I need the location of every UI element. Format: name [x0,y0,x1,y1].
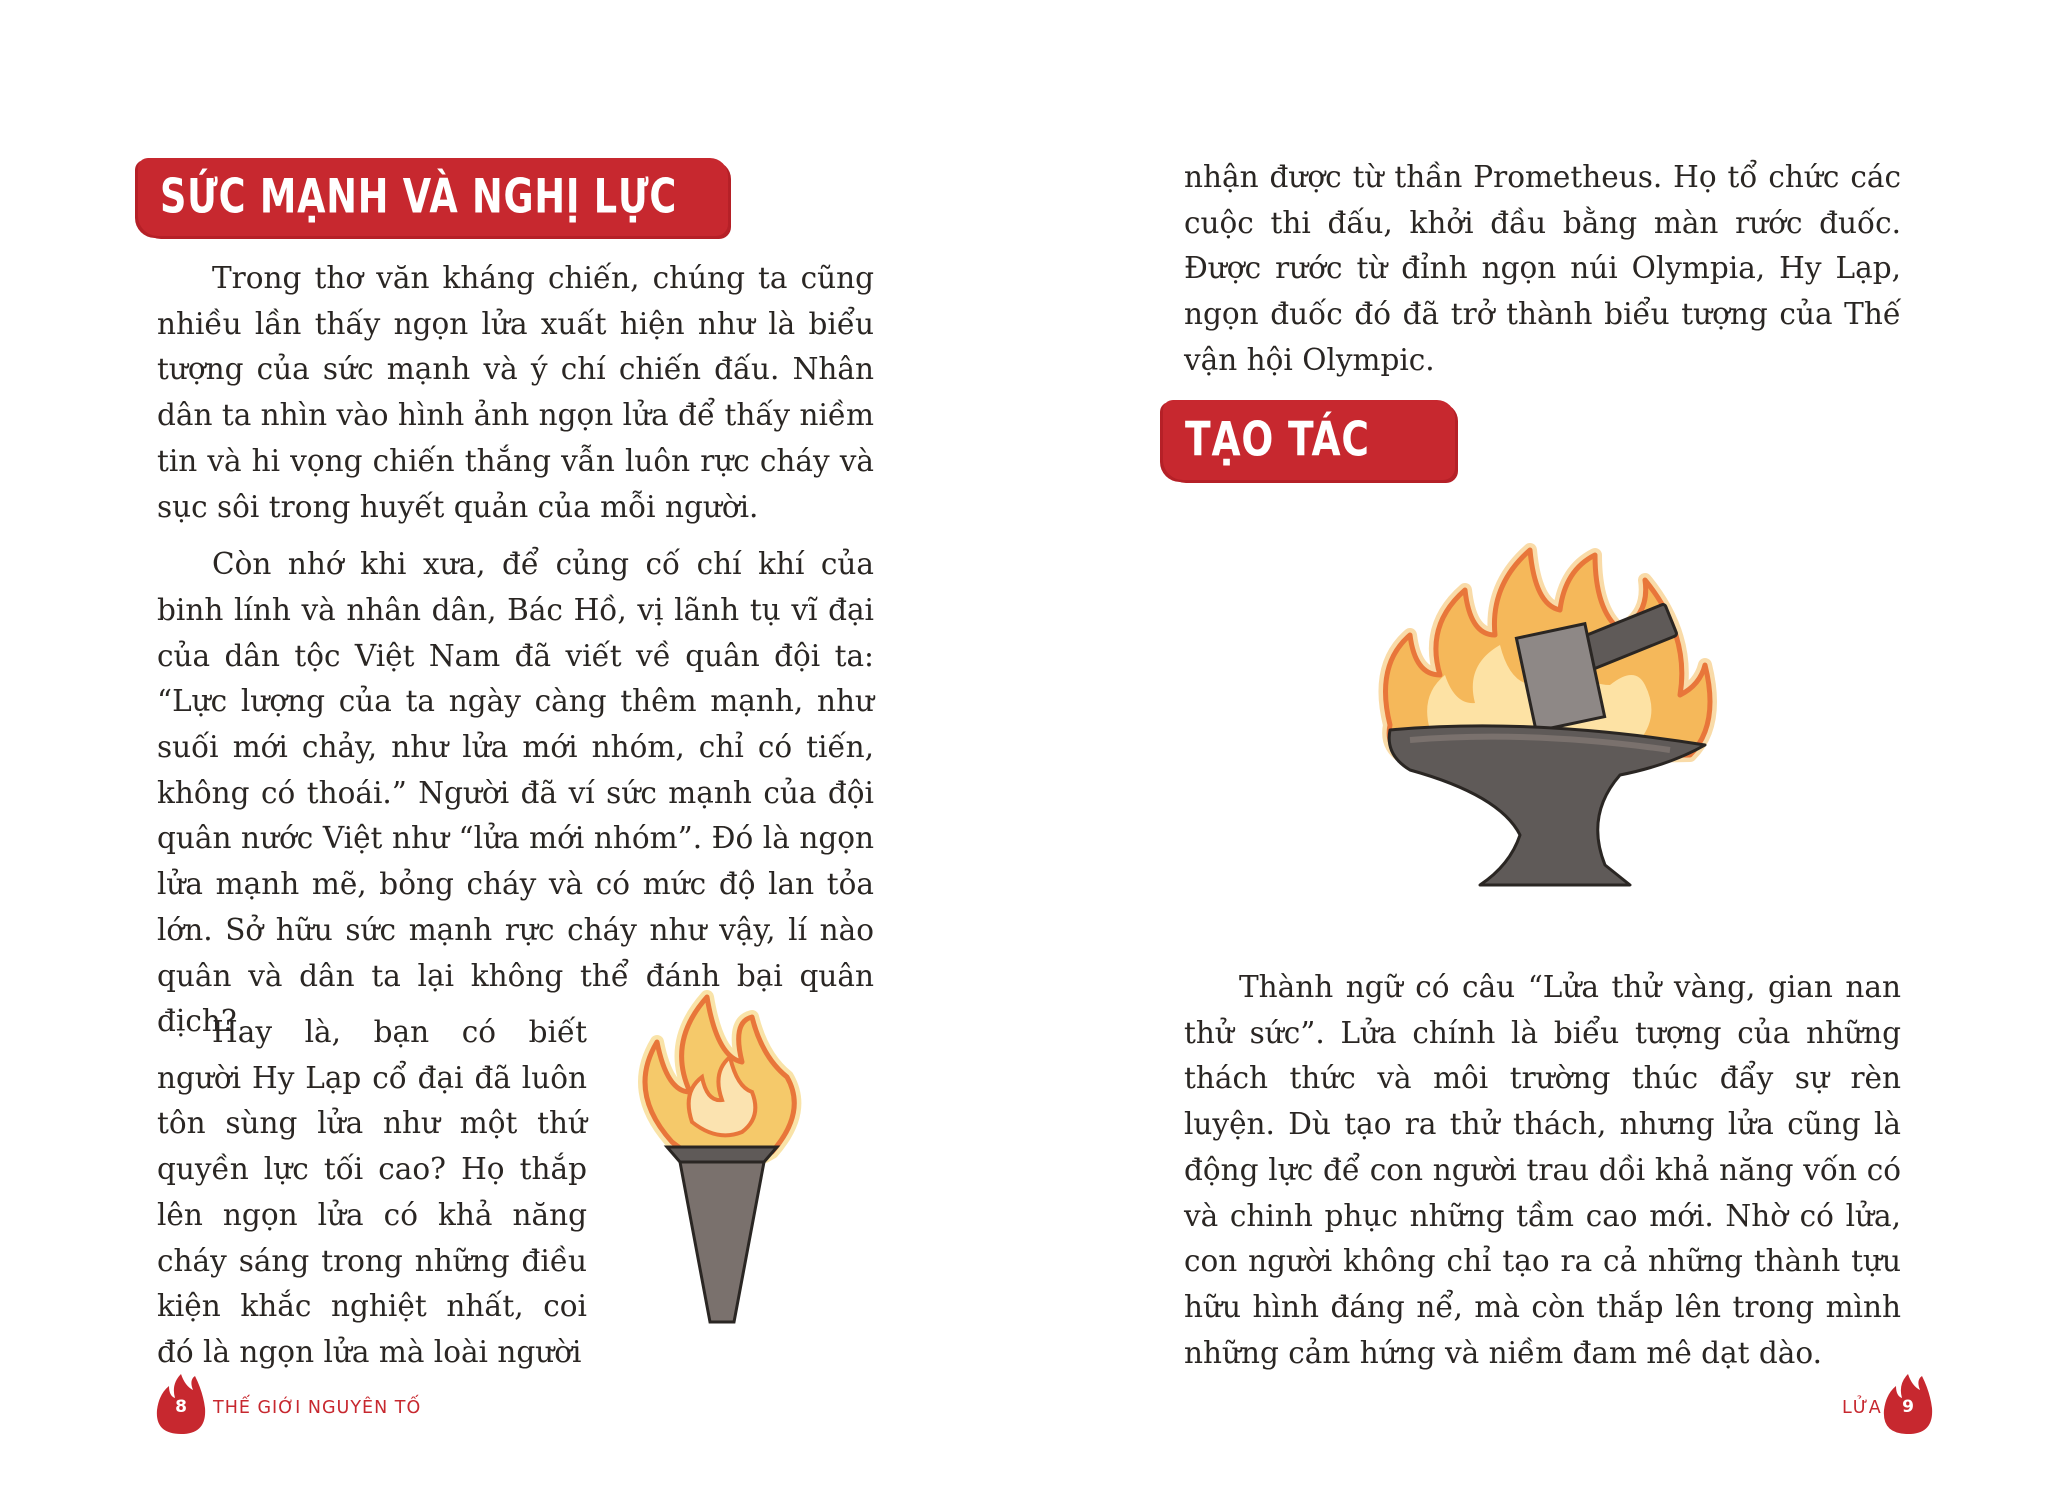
left-text-upper [157,256,874,1057]
paragraph: Còn nhớ khi xưa, để củng cố chí khí của binh lính và nhân dân, Bác Hồ, vị lãnh tụ vĩ đại của dân tộc Việt Nam đã viết về quân đội ta: “Lực lượng của ta ngày càng thêm mạnh, như suối mới chảy, như lửa mới nhóm, chỉ có tiến, không có thoái.” Người đã ví sức mạnh của đội quân nước Việt như “lửa mới nhóm”. Đó là ngọn lửa mạnh mẽ, bỏng cháy và có mức độ lan tỏa lớn. Sở hữu sức mạnh rực cháy như vậy, lí nào quân và dân ta lại không thể đánh bại quân địch? [157,547,874,1039]
page-number: 8 [175,1397,187,1417]
paragraph: Thành ngữ có câu “Lửa thử vàng, gian nan thử sức”. Lửa chính là biểu tượng của những thách thức và môi trường thúc đẩy sự rèn luyện. Dù tạo ra thử thách, nhưng lửa cũng là động lực để con người trau dồi khả năng vốn có và chinh phục những tầm cao mới. Nhờ có lửa, con người không chỉ tạo ra cả những thành tựu hữu hình đáng nể, mà còn thắp lên trong mình những cảm hứng và niềm đam mê dạt dào. [1184,970,1901,1370]
paragraph: Hay là, bạn có biết người Hy Lạp cổ đại đã luôn tôn sùng lửa như một thứ quyền lực tối cao? Họ thắp lên ngọn lửa có khả năng cháy sáng trong những điều kiện khắc nghiệt nhất, coi đó là ngọn lửa mà loài người [157,1015,587,1369]
section-banner-strength [138,158,728,236]
torch-icon [612,982,832,1342]
paragraph: Trong thơ văn kháng chiến, chúng ta cũng nhiều lần thấy ngọn lửa xuất hiện như là biểu tượng của sức mạnh và ý chí chiến đấu. Nhân dân ta nhìn vào hình ảnh ngọn lửa để thấy niềm tin và hi vọng chiến thắng vẫn luôn rực cháy và sục sôi trong huyết quản của mỗi người. [157,261,875,524]
section-banner-creation [1163,400,1455,480]
anvil-icon [1370,535,1725,910]
right-text-upper [1184,155,1901,396]
paragraph: nhận được từ thần Prometheus. Họ tổ chức các cuộc thi đấu, khởi đầu bằng màn rước đuốc. Được rước từ đỉnh ngọn núi Olympia, Hy Lạp, ngọn đuốc đó đã trở thành biểu tượng của Thế vận hội Olympic. [1184,160,1901,377]
right-text-lower [1184,965,1901,1388]
right-page [1024,0,2048,1504]
page-number: 9 [1902,1397,1914,1417]
section-title: SỨC MẠNH VÀ NGHỊ LỰC [160,169,678,225]
section-title: TẠO TÁC [1185,412,1370,468]
footer-chapter-title: LỬA [1842,1398,1882,1418]
footer-book-title: THẾ GIỚI NGUYÊN TỐ [213,1398,422,1418]
left-text-lower [157,1010,587,1388]
